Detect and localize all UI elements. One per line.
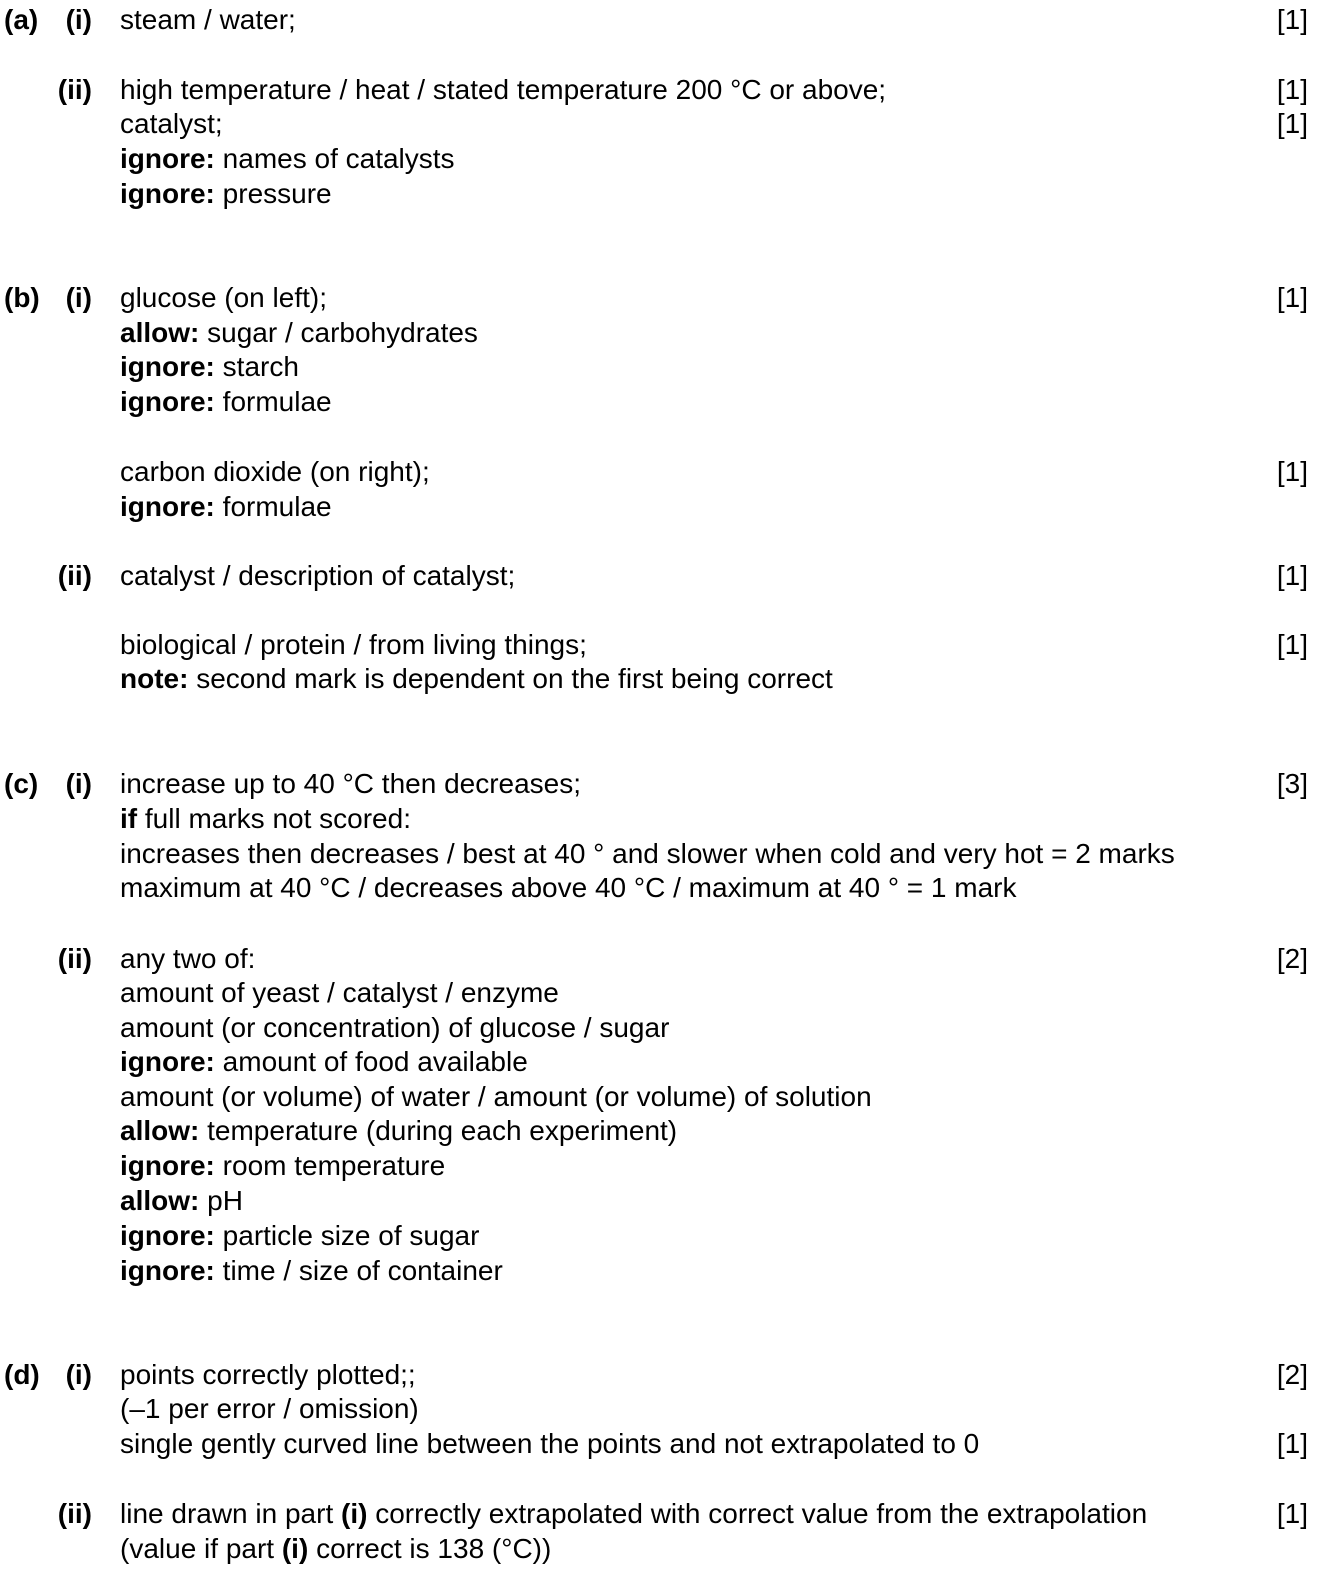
c-ii-answer-4: amount (or volume) of water / amount (or volume) of solution [120, 1081, 872, 1112]
note-text: pH [199, 1185, 243, 1216]
subpart-label-b-ii: (ii) [57, 560, 92, 591]
d-ii-part-ref: (i) [341, 1498, 368, 1529]
note-keyword: ignore: [120, 1220, 215, 1251]
c-ii-answer-2: amount of yeast / catalyst / enzyme [120, 977, 559, 1008]
c-i-answer-2: increases then decreases / best at 40 ° and slower when cold and very hot = 2 marks [120, 838, 1175, 869]
note-text: full marks not scored: [137, 803, 411, 834]
subpart-label-d-i: (i) [65, 1359, 92, 1390]
note-text: time / size of container [214, 1255, 503, 1286]
subpart-label-c-i: (i) [65, 768, 92, 799]
c-i-answer-1: increase up to 40 °C then decreases; [120, 768, 582, 799]
a-i-answer: steam / water; [120, 4, 296, 35]
note-keyword: ignore: [120, 1255, 215, 1286]
note-keyword: if [120, 803, 138, 834]
d-i-answer-3: single gently curved line between the points and not extrapolated to 0 [120, 1428, 980, 1459]
b-ii-answer-1: catalyst / description of catalyst; [120, 560, 516, 591]
d-ii-mark-1: [1] [1276, 1498, 1308, 1529]
d-i-answer-2: (–1 per error / omission) [120, 1393, 419, 1424]
part-label-d: (d) [4, 1359, 40, 1390]
d-i-mark-3: [1] [1276, 1428, 1308, 1459]
note-keyword: allow: [120, 1185, 200, 1216]
subpart-label-a-i: (i) [65, 4, 92, 35]
note-text: room temperature [214, 1150, 446, 1181]
c-ii-mark-1: [2] [1276, 943, 1308, 974]
note-keyword: ignore: [120, 178, 215, 209]
note-text: sugar / carbohydrates [199, 317, 478, 348]
b-i-answer-1: glucose (on left); [120, 282, 327, 313]
b-ii-mark-1: [1] [1276, 560, 1308, 591]
note-keyword: allow: [120, 317, 200, 348]
note-keyword: ignore: [120, 1150, 215, 1181]
part-label-a: (a) [4, 4, 39, 35]
d-ii-text-c: correctly extrapolated with correct value from the extrapolation [367, 1498, 1148, 1529]
a-i-mark: [1] [1276, 4, 1308, 35]
c-ii-answer-3: amount (or concentration) of glucose / sugar [120, 1012, 670, 1043]
subpart-label-c-ii: (ii) [57, 943, 92, 974]
part-label-b: (b) [4, 282, 40, 313]
note-text: formulae [214, 491, 332, 522]
d-i-mark-1: [2] [1276, 1359, 1308, 1390]
d-ii-text-2a: (value if part [120, 1533, 282, 1564]
note-text: second mark is dependent on the first being correct [188, 663, 833, 694]
c-ii-answer-1: any two of: [120, 943, 256, 974]
a-ii-answer-2: catalyst; [120, 108, 223, 139]
d-ii-text-2c: correct is 138 (°C)) [308, 1533, 552, 1564]
b-ii-answer-2: biological / protein / from living things; [120, 629, 587, 660]
note-text: amount of food available [214, 1046, 528, 1077]
note-keyword: note: [120, 663, 189, 694]
note-text: temperature (during each experiment) [199, 1115, 678, 1146]
note-text: starch [214, 351, 299, 382]
note-keyword: ignore: [120, 1046, 215, 1077]
subpart-label-a-ii: (ii) [57, 74, 92, 105]
note-keyword: allow: [120, 1115, 200, 1146]
d-i-answer-1: points correctly plotted;; [120, 1359, 416, 1390]
b-ii-mark-2: [1] [1276, 629, 1308, 660]
note-text: particle size of sugar [214, 1220, 480, 1251]
subpart-label-b-i: (i) [65, 282, 92, 313]
b-i-mark-1: [1] [1276, 282, 1308, 313]
note-keyword: ignore: [120, 491, 215, 522]
c-i-answer-3: maximum at 40 °C / decreases above 40 °C / maximum at 40 ° = 1 mark [120, 872, 1017, 903]
d-ii-text-a: line drawn in part [120, 1498, 342, 1529]
a-ii-mark-1: [1] [1276, 74, 1308, 105]
note-keyword: ignore: [120, 143, 215, 174]
subpart-label-d-ii: (ii) [57, 1498, 92, 1529]
d-ii-part-ref-2: (i) [281, 1533, 309, 1564]
b-i-mark-2: [1] [1276, 456, 1308, 487]
a-ii-answer-1: high temperature / heat / stated temperature 200 °C or above; [120, 74, 887, 105]
note-keyword: ignore: [120, 386, 215, 417]
b-i-answer-2: carbon dioxide (on right); [120, 456, 430, 487]
c-i-mark-1: [3] [1276, 768, 1308, 799]
note-keyword: ignore: [120, 351, 215, 382]
note-text: pressure [214, 178, 332, 209]
note-text: formulae [214, 386, 332, 417]
note-text: names of catalysts [214, 143, 455, 174]
part-label-c: (c) [4, 768, 39, 799]
a-ii-mark-2: [1] [1276, 108, 1308, 139]
